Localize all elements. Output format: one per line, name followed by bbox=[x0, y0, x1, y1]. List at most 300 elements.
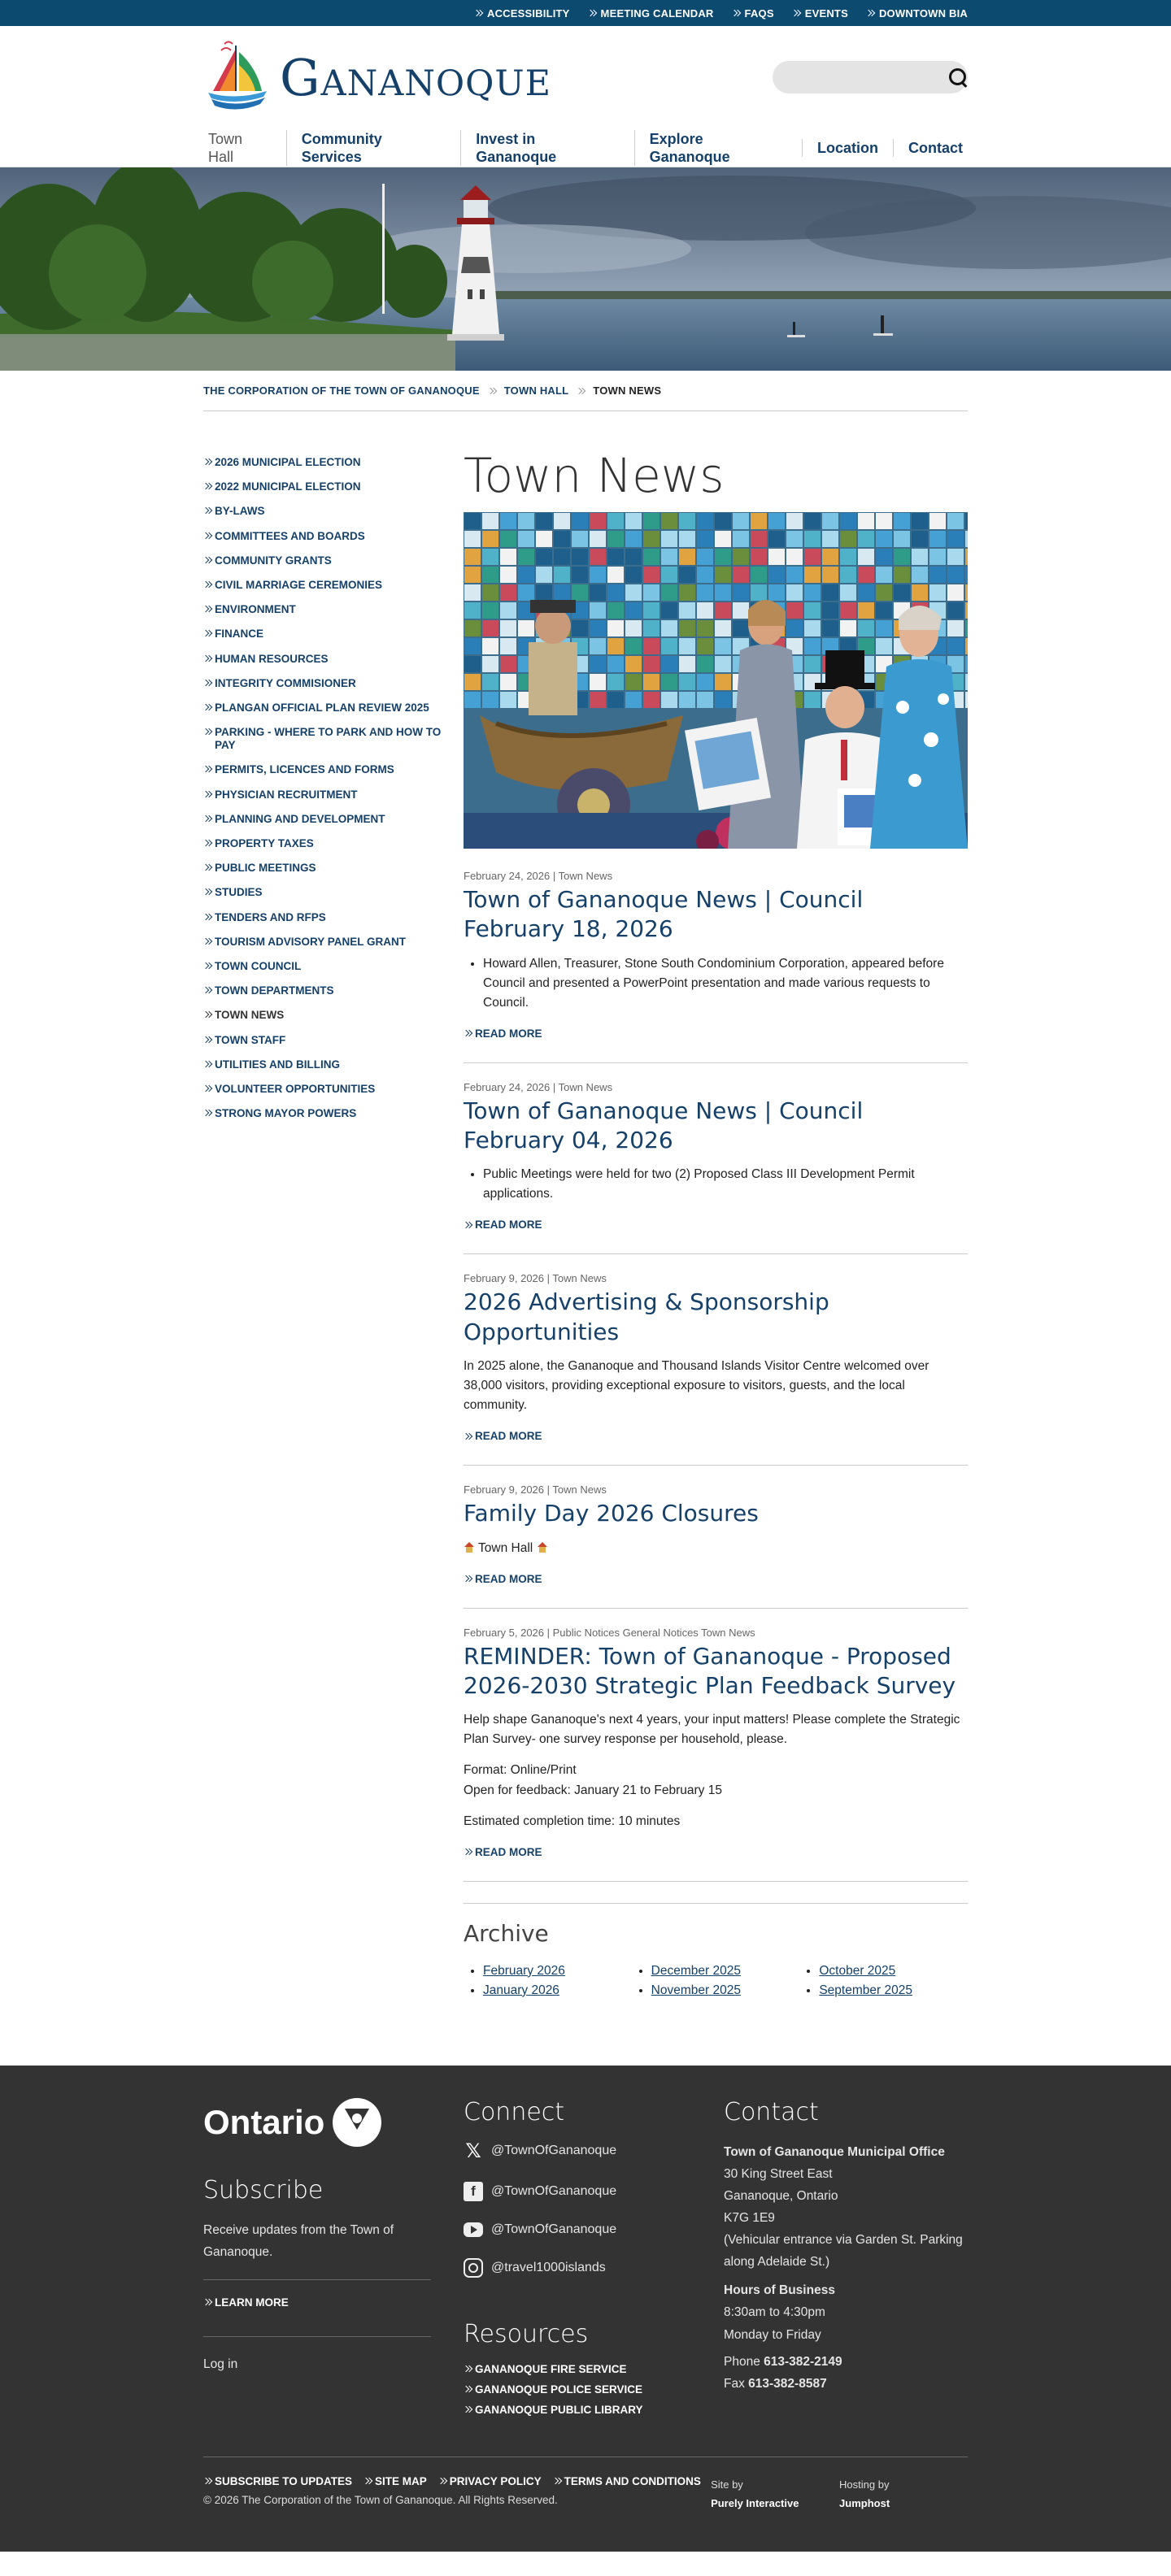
mosaic-tile bbox=[822, 531, 838, 547]
chevron-right-icon bbox=[464, 1432, 472, 1440]
mosaic-tile bbox=[625, 584, 642, 601]
sidebar-item[interactable]: PROPERTY TAXES bbox=[203, 832, 464, 856]
chevron-right-icon bbox=[203, 913, 211, 921]
mosaic-tile bbox=[464, 584, 481, 601]
mosaic-tile bbox=[572, 620, 588, 636]
utility-bar bbox=[0, 0, 1171, 26]
mosaic-tile bbox=[661, 513, 677, 529]
mosaic-tile bbox=[733, 531, 749, 547]
mosaic-tile bbox=[607, 567, 624, 583]
sidebar-item[interactable]: PERMITS, LICENCES AND FORMS bbox=[203, 758, 464, 782]
featured-image bbox=[464, 512, 968, 849]
mosaic-tile bbox=[804, 692, 821, 708]
site-header bbox=[0, 26, 1171, 167]
post-excerpt: In 2025 alone, the Gananoque and Thousand Islands Visitor Centre welcomed over 38,000 visitors, providing exceptional exposure to visitors, guests, and the local community. bbox=[464, 1359, 929, 1413]
mosaic-tile bbox=[697, 602, 713, 619]
utility-link-downtown-bia[interactable]: DOWNTOWN BIA bbox=[866, 7, 968, 20]
search-icon[interactable] bbox=[947, 67, 958, 88]
mosaic-tile bbox=[965, 513, 968, 529]
mosaic-tile bbox=[590, 638, 606, 654]
mosaic-tile bbox=[679, 656, 695, 672]
sidebar-item-current[interactable]: TOWN NEWS bbox=[203, 1003, 464, 1027]
copyright: © 2026 The Corporation of the Town of Gananoque. All Rights Reserved. bbox=[203, 2493, 558, 2506]
mosaic-tile bbox=[715, 567, 731, 583]
archive-link[interactable]: October 2025 bbox=[819, 1963, 896, 1978]
mosaic-tile bbox=[822, 567, 838, 583]
site-footer bbox=[0, 2066, 1171, 2552]
address-line: K7G 1E9 bbox=[724, 2210, 775, 2225]
mosaic-tile bbox=[625, 531, 642, 547]
mosaic-tile bbox=[751, 513, 767, 529]
post-bullet: • Howard Allen, Treasurer, Stone South Condominium Corporation, appeared before Council and presented a PowerPoint presentation and made various requests to Council. bbox=[483, 954, 968, 1013]
mosaic-tile bbox=[733, 584, 749, 601]
subscribe-title: Subscribe bbox=[203, 2175, 324, 2205]
social-link-x[interactable]: 𝕏 @TownOfGananoque bbox=[464, 2141, 724, 2161]
mosaic-tile bbox=[464, 638, 481, 654]
mosaic-tile bbox=[697, 638, 713, 654]
resource-link-police[interactable]: GANANOQUE POLICE SERVICE bbox=[464, 2383, 724, 2396]
sidebar-item[interactable]: TOURISM ADVISORY PANEL GRANT bbox=[203, 930, 464, 954]
post-bullet: • Public Meetings were held for two (2) Proposed Class III Development Permit applications. bbox=[483, 1165, 968, 1204]
sidebar-item[interactable]: PUBLIC MEETINGS bbox=[203, 856, 464, 880]
mosaic-tile bbox=[697, 513, 713, 529]
mosaic-tile bbox=[518, 513, 534, 529]
mosaic-tile bbox=[929, 549, 946, 565]
mosaic-tile bbox=[840, 567, 856, 583]
login-link[interactable]: Log in bbox=[203, 2357, 238, 2371]
nav-invest[interactable]: Invest in Gananoque bbox=[460, 130, 633, 166]
mosaic-tile bbox=[876, 602, 892, 619]
mosaic-tile bbox=[643, 674, 660, 690]
mosaic-tile bbox=[751, 584, 767, 601]
chevron-right-icon bbox=[203, 1109, 211, 1117]
chevron-right-icon bbox=[203, 654, 211, 662]
mosaic-tile bbox=[804, 567, 821, 583]
chevron-right-icon bbox=[464, 2405, 472, 2413]
house-icon bbox=[464, 1542, 475, 1553]
post-meta: February 9, 2026 | Town News bbox=[464, 1272, 607, 1285]
mosaic-tile bbox=[607, 656, 624, 672]
archive-link[interactable]: January 2026 bbox=[483, 1983, 559, 1997]
mosaic-tile bbox=[518, 549, 534, 565]
site-by-link[interactable]: Purely Interactive bbox=[711, 2496, 799, 2509]
archive-link[interactable]: December 2025 bbox=[651, 1963, 741, 1978]
mosaic-tile bbox=[661, 674, 677, 690]
mosaic-tile bbox=[482, 656, 498, 672]
mosaic-tile bbox=[536, 567, 552, 583]
mosaic-tile bbox=[840, 513, 856, 529]
post-meta: February 9, 2026 | Town News bbox=[464, 1483, 607, 1497]
post-title[interactable]: REMINDER: Town of Gananoque - Proposed 2026-2030 Strategic Plan Feedback Survey bbox=[464, 1642, 956, 1700]
sidebar-item[interactable]: PARKING - WHERE TO PARK AND HOW TO PAY bbox=[203, 720, 464, 758]
sidebar-item[interactable]: CIVIL MARRIAGE CEREMONIES bbox=[203, 573, 464, 597]
mosaic-tile bbox=[607, 692, 624, 708]
read-more-link[interactable]: READ MORE bbox=[464, 1846, 968, 1858]
mosaic-tile bbox=[697, 584, 713, 601]
mosaic-tile bbox=[679, 584, 695, 601]
mosaic-tile bbox=[536, 584, 552, 601]
mosaic-tile bbox=[840, 549, 856, 565]
mosaic-tile bbox=[876, 620, 892, 636]
chevron-right-icon bbox=[474, 9, 482, 17]
mosaic-tile bbox=[625, 692, 642, 708]
read-more-link[interactable]: READ MORE bbox=[464, 1218, 968, 1231]
sidebar-item[interactable]: VOLUNTEER OPPORTUNITIES bbox=[203, 1077, 464, 1101]
mosaic-tile bbox=[697, 620, 713, 636]
sidebar-item[interactable]: HUMAN RESOURCES bbox=[203, 647, 464, 671]
mosaic-tile bbox=[840, 531, 856, 547]
post-detail: Open for feedback: January 21 to February 15 bbox=[464, 1783, 722, 1797]
mosaic-tile bbox=[804, 531, 821, 547]
footer-link-subscribe[interactable]: SUBSCRIBE TO UPDATES bbox=[203, 2475, 352, 2487]
sidebar-item[interactable]: INTEGRITY COMMISIONER bbox=[203, 671, 464, 696]
mosaic-tile bbox=[786, 584, 803, 601]
mosaic-tile bbox=[947, 567, 964, 583]
mosaic-tile bbox=[518, 567, 534, 583]
mosaic-tile bbox=[786, 567, 803, 583]
mosaic-tile bbox=[643, 656, 660, 672]
mosaic-tile bbox=[482, 513, 498, 529]
mosaic-tile bbox=[697, 531, 713, 547]
archive-link[interactable]: September 2025 bbox=[819, 1983, 912, 1997]
lighthouse-waterfront-image bbox=[0, 167, 1171, 371]
sidebar-item[interactable]: TOWN COUNCIL bbox=[203, 954, 464, 979]
mosaic-tile bbox=[733, 567, 749, 583]
chevron-right-icon bbox=[577, 387, 585, 395]
resource-link-library[interactable]: GANANOQUE PUBLIC LIBRARY bbox=[464, 2404, 724, 2416]
mosaic-tile bbox=[607, 549, 624, 565]
mosaic-tile bbox=[482, 638, 498, 654]
mosaic-tile bbox=[965, 674, 968, 690]
mosaic-tile bbox=[482, 620, 498, 636]
mosaic-tile bbox=[607, 620, 624, 636]
chevron-right-icon bbox=[203, 937, 211, 945]
mosaic-tile bbox=[715, 692, 731, 708]
mosaic-tile bbox=[912, 549, 928, 565]
mosaic-tile bbox=[482, 549, 498, 565]
mosaic-tile bbox=[643, 602, 660, 619]
chevron-right-icon bbox=[363, 2477, 372, 2485]
mosaic-tile bbox=[822, 549, 838, 565]
chevron-right-icon bbox=[203, 888, 211, 896]
mosaic-tile bbox=[965, 620, 968, 636]
post-meta: February 24, 2026 | Town News bbox=[464, 1080, 613, 1093]
mosaic-tile bbox=[786, 513, 803, 529]
mosaic-tile bbox=[876, 531, 892, 547]
mosaic-tile bbox=[679, 692, 695, 708]
sidebar-item[interactable]: TENDERS AND RFPS bbox=[203, 906, 464, 930]
site-name: Gananoque bbox=[280, 47, 552, 107]
hours-line: 8:30am to 4:30pm bbox=[724, 2305, 825, 2320]
mosaic-tile bbox=[715, 531, 731, 547]
mosaic-tile bbox=[661, 656, 677, 672]
chevron-right-icon bbox=[438, 2477, 446, 2485]
news-post bbox=[464, 1081, 968, 1255]
mosaic-tile bbox=[965, 549, 968, 565]
mosaic-tile bbox=[643, 549, 660, 565]
footer-link-privacy[interactable]: PRIVACY POLICY bbox=[438, 2475, 542, 2487]
mosaic-tile bbox=[751, 531, 767, 547]
mosaic-tile bbox=[661, 584, 677, 601]
breadcrumb-link-town-hall[interactable]: TOWN HALL bbox=[503, 384, 569, 397]
social-link-youtube[interactable]: @TownOfGananoque bbox=[464, 2222, 724, 2237]
mosaic-tile bbox=[858, 620, 874, 636]
news-post bbox=[464, 870, 968, 1063]
sidebar-item[interactable]: COMMUNITY GRANTS bbox=[203, 549, 464, 573]
mosaic-tile bbox=[661, 620, 677, 636]
mosaic-tile bbox=[590, 584, 606, 601]
archive-link[interactable]: February 2026 bbox=[483, 1963, 565, 1978]
mosaic-tile bbox=[500, 620, 516, 636]
mosaic-tile bbox=[643, 584, 660, 601]
mosaic-tile bbox=[643, 531, 660, 547]
chevron-right-icon bbox=[464, 1575, 472, 1583]
mosaic-tile bbox=[947, 638, 964, 654]
mosaic-tile bbox=[840, 620, 856, 636]
mosaic-tile bbox=[822, 584, 838, 601]
sidebar-item[interactable]: BY-LAWS bbox=[203, 499, 464, 523]
mosaic-tile bbox=[697, 549, 713, 565]
mosaic-tile bbox=[661, 602, 677, 619]
mosaic-tile bbox=[804, 638, 821, 654]
mosaic-tile bbox=[500, 602, 516, 619]
nav-community-services[interactable]: Community Services bbox=[286, 130, 460, 166]
mosaic-tile bbox=[697, 567, 713, 583]
sidebar-item[interactable]: UTILITIES AND BILLING bbox=[203, 1053, 464, 1077]
chevron-right-icon bbox=[203, 679, 211, 687]
chevron-right-icon bbox=[203, 790, 211, 798]
mosaic-tile bbox=[679, 513, 695, 529]
phone-link[interactable]: 613-382-2149 bbox=[764, 2354, 842, 2369]
social-link-instagram[interactable]: @travel1000islands bbox=[464, 2258, 724, 2278]
sidebar-item[interactable]: TOWN DEPARTMENTS bbox=[203, 979, 464, 1003]
mosaic-tile bbox=[482, 584, 498, 601]
mosaic-tile bbox=[965, 531, 968, 547]
mosaic-tile bbox=[876, 584, 892, 601]
sidebar-item[interactable]: 2026 MUNICIPAL ELECTION bbox=[203, 450, 464, 475]
mosaic-tile bbox=[679, 638, 695, 654]
chevron-right-icon bbox=[203, 863, 211, 871]
utility-link-meeting-calendar[interactable]: MEETING CALENDAR bbox=[588, 7, 714, 20]
mosaic-tile bbox=[965, 602, 968, 619]
mosaic-mural-photo bbox=[464, 512, 968, 849]
mosaic-tile bbox=[500, 674, 516, 690]
mosaic-tile bbox=[590, 656, 606, 672]
post-title[interactable]: 2026 Advertising & Sponsorship Opportunities bbox=[464, 1288, 829, 1345]
sidebar-item[interactable]: 2022 MUNICIPAL ELECTION bbox=[203, 475, 464, 499]
archive-title: Archive bbox=[464, 1919, 549, 1947]
news-post bbox=[464, 1627, 968, 1882]
chevron-right-icon bbox=[464, 1029, 472, 1037]
post-title[interactable]: Town of Gananoque News | Council February 18, 2026 bbox=[464, 885, 864, 943]
hours-title: Hours of Business bbox=[724, 2283, 835, 2298]
mosaic-tile bbox=[590, 620, 606, 636]
nav-town-hall[interactable]: Town Hall bbox=[208, 131, 243, 165]
mosaic-tile bbox=[912, 531, 928, 547]
mosaic-tile bbox=[464, 513, 481, 529]
sidebar-item[interactable]: PLANGAN OFFICIAL PLAN REVIEW 2025 bbox=[203, 696, 464, 720]
hosting-credit: Hosting by Jumphost bbox=[839, 2478, 890, 2509]
hosting-link[interactable]: Jumphost bbox=[839, 2496, 890, 2509]
mosaic-tile bbox=[804, 602, 821, 619]
mosaic-tile bbox=[679, 620, 695, 636]
breadcrumb-link-corporation[interactable]: THE CORPORATION OF THE TOWN OF GANANOQUE bbox=[203, 384, 480, 397]
mosaic-tile bbox=[715, 584, 731, 601]
chevron-right-icon bbox=[203, 556, 211, 564]
address-line: Gananoque, Ontario bbox=[724, 2188, 838, 2203]
resource-link-fire[interactable]: GANANOQUE FIRE SERVICE bbox=[464, 2363, 724, 2375]
mosaic-tile bbox=[643, 638, 660, 654]
post-excerpt: Town Hall bbox=[464, 1539, 968, 1558]
mosaic-tile bbox=[625, 656, 642, 672]
nav-location[interactable]: Location bbox=[802, 139, 893, 157]
sidebar-item[interactable]: PLANNING AND DEVELOPMENT bbox=[203, 807, 464, 832]
mosaic-tile bbox=[554, 584, 570, 601]
mosaic-tile bbox=[876, 513, 892, 529]
post-detail: Estimated completion time: 10 minutes bbox=[464, 1814, 681, 1828]
mosaic-tile bbox=[518, 584, 534, 601]
chevron-right-icon bbox=[464, 1848, 472, 1856]
learn-more-link[interactable]: LEARN MORE bbox=[203, 2296, 431, 2309]
mosaic-tile bbox=[929, 531, 946, 547]
search-box bbox=[773, 61, 968, 93]
read-more-link[interactable]: READ MORE bbox=[464, 1430, 968, 1442]
mosaic-tile bbox=[715, 549, 731, 565]
post-title[interactable]: Town of Gananoque News | Council February 04, 2026 bbox=[464, 1097, 864, 1154]
sidebar-item[interactable]: COMMITTEES AND BOARDS bbox=[203, 524, 464, 549]
social-link-facebook[interactable]: f @TownOfGananoque bbox=[464, 2182, 724, 2201]
utility-link-accessibility[interactable]: ACCESSIBILITY bbox=[474, 7, 570, 20]
mosaic-tile bbox=[500, 656, 516, 672]
mosaic-tile bbox=[912, 513, 928, 529]
mosaic-tile bbox=[947, 620, 964, 636]
mosaic-tile bbox=[518, 531, 534, 547]
main-column bbox=[464, 450, 968, 2000]
mosaic-tile bbox=[572, 549, 588, 565]
mosaic-tile bbox=[572, 584, 588, 601]
mosaic-tile bbox=[643, 620, 660, 636]
mosaic-tile bbox=[804, 513, 821, 529]
post-title[interactable]: Family Day 2026 Closures bbox=[464, 1500, 759, 1527]
chevron-right-icon bbox=[203, 765, 211, 773]
mosaic-tile bbox=[858, 602, 874, 619]
house-icon bbox=[537, 1542, 548, 1553]
mosaic-tile bbox=[572, 531, 588, 547]
mosaic-tile bbox=[590, 692, 606, 708]
mosaic-tile bbox=[607, 513, 624, 529]
mosaic-tile bbox=[607, 638, 624, 654]
mosaic-tile bbox=[464, 549, 481, 565]
mosaic-tile bbox=[858, 567, 874, 583]
mosaic-tile bbox=[679, 549, 695, 565]
mosaic-tile bbox=[786, 602, 803, 619]
chevron-right-icon bbox=[203, 629, 211, 637]
sidebar-item[interactable]: PHYSICIAN RECRUITMENT bbox=[203, 783, 464, 807]
mosaic-tile bbox=[751, 549, 767, 565]
footer-link-sitemap[interactable]: SITE MAP bbox=[363, 2475, 427, 2487]
nav-contact[interactable]: Contact bbox=[893, 139, 968, 157]
site-credit: Site by Purely Interactive bbox=[711, 2478, 799, 2509]
mosaic-tile bbox=[804, 549, 821, 565]
sidebar-item[interactable]: FINANCE bbox=[203, 622, 464, 646]
footer-link-terms[interactable]: TERMS AND CONDITIONS bbox=[553, 2475, 701, 2487]
chevron-right-icon bbox=[203, 482, 211, 490]
mosaic-tile bbox=[786, 549, 803, 565]
mosaic-tile bbox=[536, 531, 552, 547]
ontario-logo[interactable]: Ontario bbox=[203, 2098, 431, 2147]
mosaic-tile bbox=[804, 620, 821, 636]
fax-number: 613-382-8587 bbox=[748, 2376, 827, 2391]
site-logo[interactable] bbox=[203, 41, 551, 114]
mosaic-tile bbox=[590, 602, 606, 619]
utility-link-events[interactable]: EVENTS bbox=[792, 7, 848, 20]
search-input[interactable] bbox=[786, 71, 947, 85]
mosaic-tile bbox=[697, 656, 713, 672]
mosaic-tile bbox=[572, 513, 588, 529]
chevron-right-icon bbox=[792, 9, 800, 17]
mosaic-tile bbox=[554, 531, 570, 547]
nav-explore[interactable]: Explore Gananoque bbox=[634, 130, 802, 166]
mosaic-tile bbox=[464, 620, 481, 636]
mosaic-tile bbox=[500, 584, 516, 601]
mosaic-tile bbox=[536, 513, 552, 529]
utility-link-faqs[interactable]: FAQS bbox=[732, 7, 774, 20]
chevron-right-icon bbox=[203, 506, 211, 515]
mosaic-tile bbox=[894, 513, 910, 529]
mosaic-tile bbox=[607, 584, 624, 601]
mosaic-tile bbox=[500, 638, 516, 654]
mosaic-tile bbox=[679, 674, 695, 690]
mosaic-tile bbox=[482, 531, 498, 547]
mosaic-tile bbox=[840, 602, 856, 619]
sidebar-item[interactable]: ENVIRONMENT bbox=[203, 597, 464, 622]
sidebar-item[interactable]: TOWN STAFF bbox=[203, 1028, 464, 1053]
archive-link[interactable]: November 2025 bbox=[651, 1983, 741, 1997]
mosaic-tile bbox=[536, 549, 552, 565]
chevron-right-icon bbox=[203, 2477, 211, 2485]
mosaic-tile bbox=[500, 692, 516, 708]
chevron-right-icon bbox=[203, 2298, 211, 2306]
mosaic-tile bbox=[500, 567, 516, 583]
instagram-icon bbox=[464, 2258, 483, 2278]
chevron-right-icon bbox=[203, 1010, 211, 1019]
mosaic-tile bbox=[768, 531, 785, 547]
mosaic-tile bbox=[733, 620, 749, 636]
mosaic-tile bbox=[858, 584, 874, 601]
mosaic-tile bbox=[554, 513, 570, 529]
mosaic-tile bbox=[715, 674, 731, 690]
mosaic-tile bbox=[661, 531, 677, 547]
mosaic-tile bbox=[607, 602, 624, 619]
read-more-link[interactable]: READ MORE bbox=[464, 1027, 968, 1040]
mosaic-tile bbox=[751, 567, 767, 583]
mosaic-tile bbox=[947, 549, 964, 565]
chevron-right-icon bbox=[203, 532, 211, 540]
mosaic-tile bbox=[733, 602, 749, 619]
main-nav bbox=[203, 128, 968, 167]
mosaic-tile bbox=[894, 567, 910, 583]
sidebar-item[interactable]: STUDIES bbox=[203, 880, 464, 905]
subscribe-text: Receive updates from the Town of Gananoque. bbox=[203, 2222, 394, 2259]
mosaic-tile bbox=[894, 549, 910, 565]
sidebar-item[interactable]: STRONG MAYOR POWERS bbox=[203, 1101, 464, 1126]
post-meta: February 24, 2026 | Town News bbox=[464, 869, 613, 882]
mosaic-tile bbox=[518, 620, 534, 636]
archive-section bbox=[464, 1903, 968, 2000]
contact-info bbox=[724, 2098, 968, 2424]
read-more-link[interactable]: READ MORE bbox=[464, 1573, 968, 1585]
mosaic-tile bbox=[679, 602, 695, 619]
